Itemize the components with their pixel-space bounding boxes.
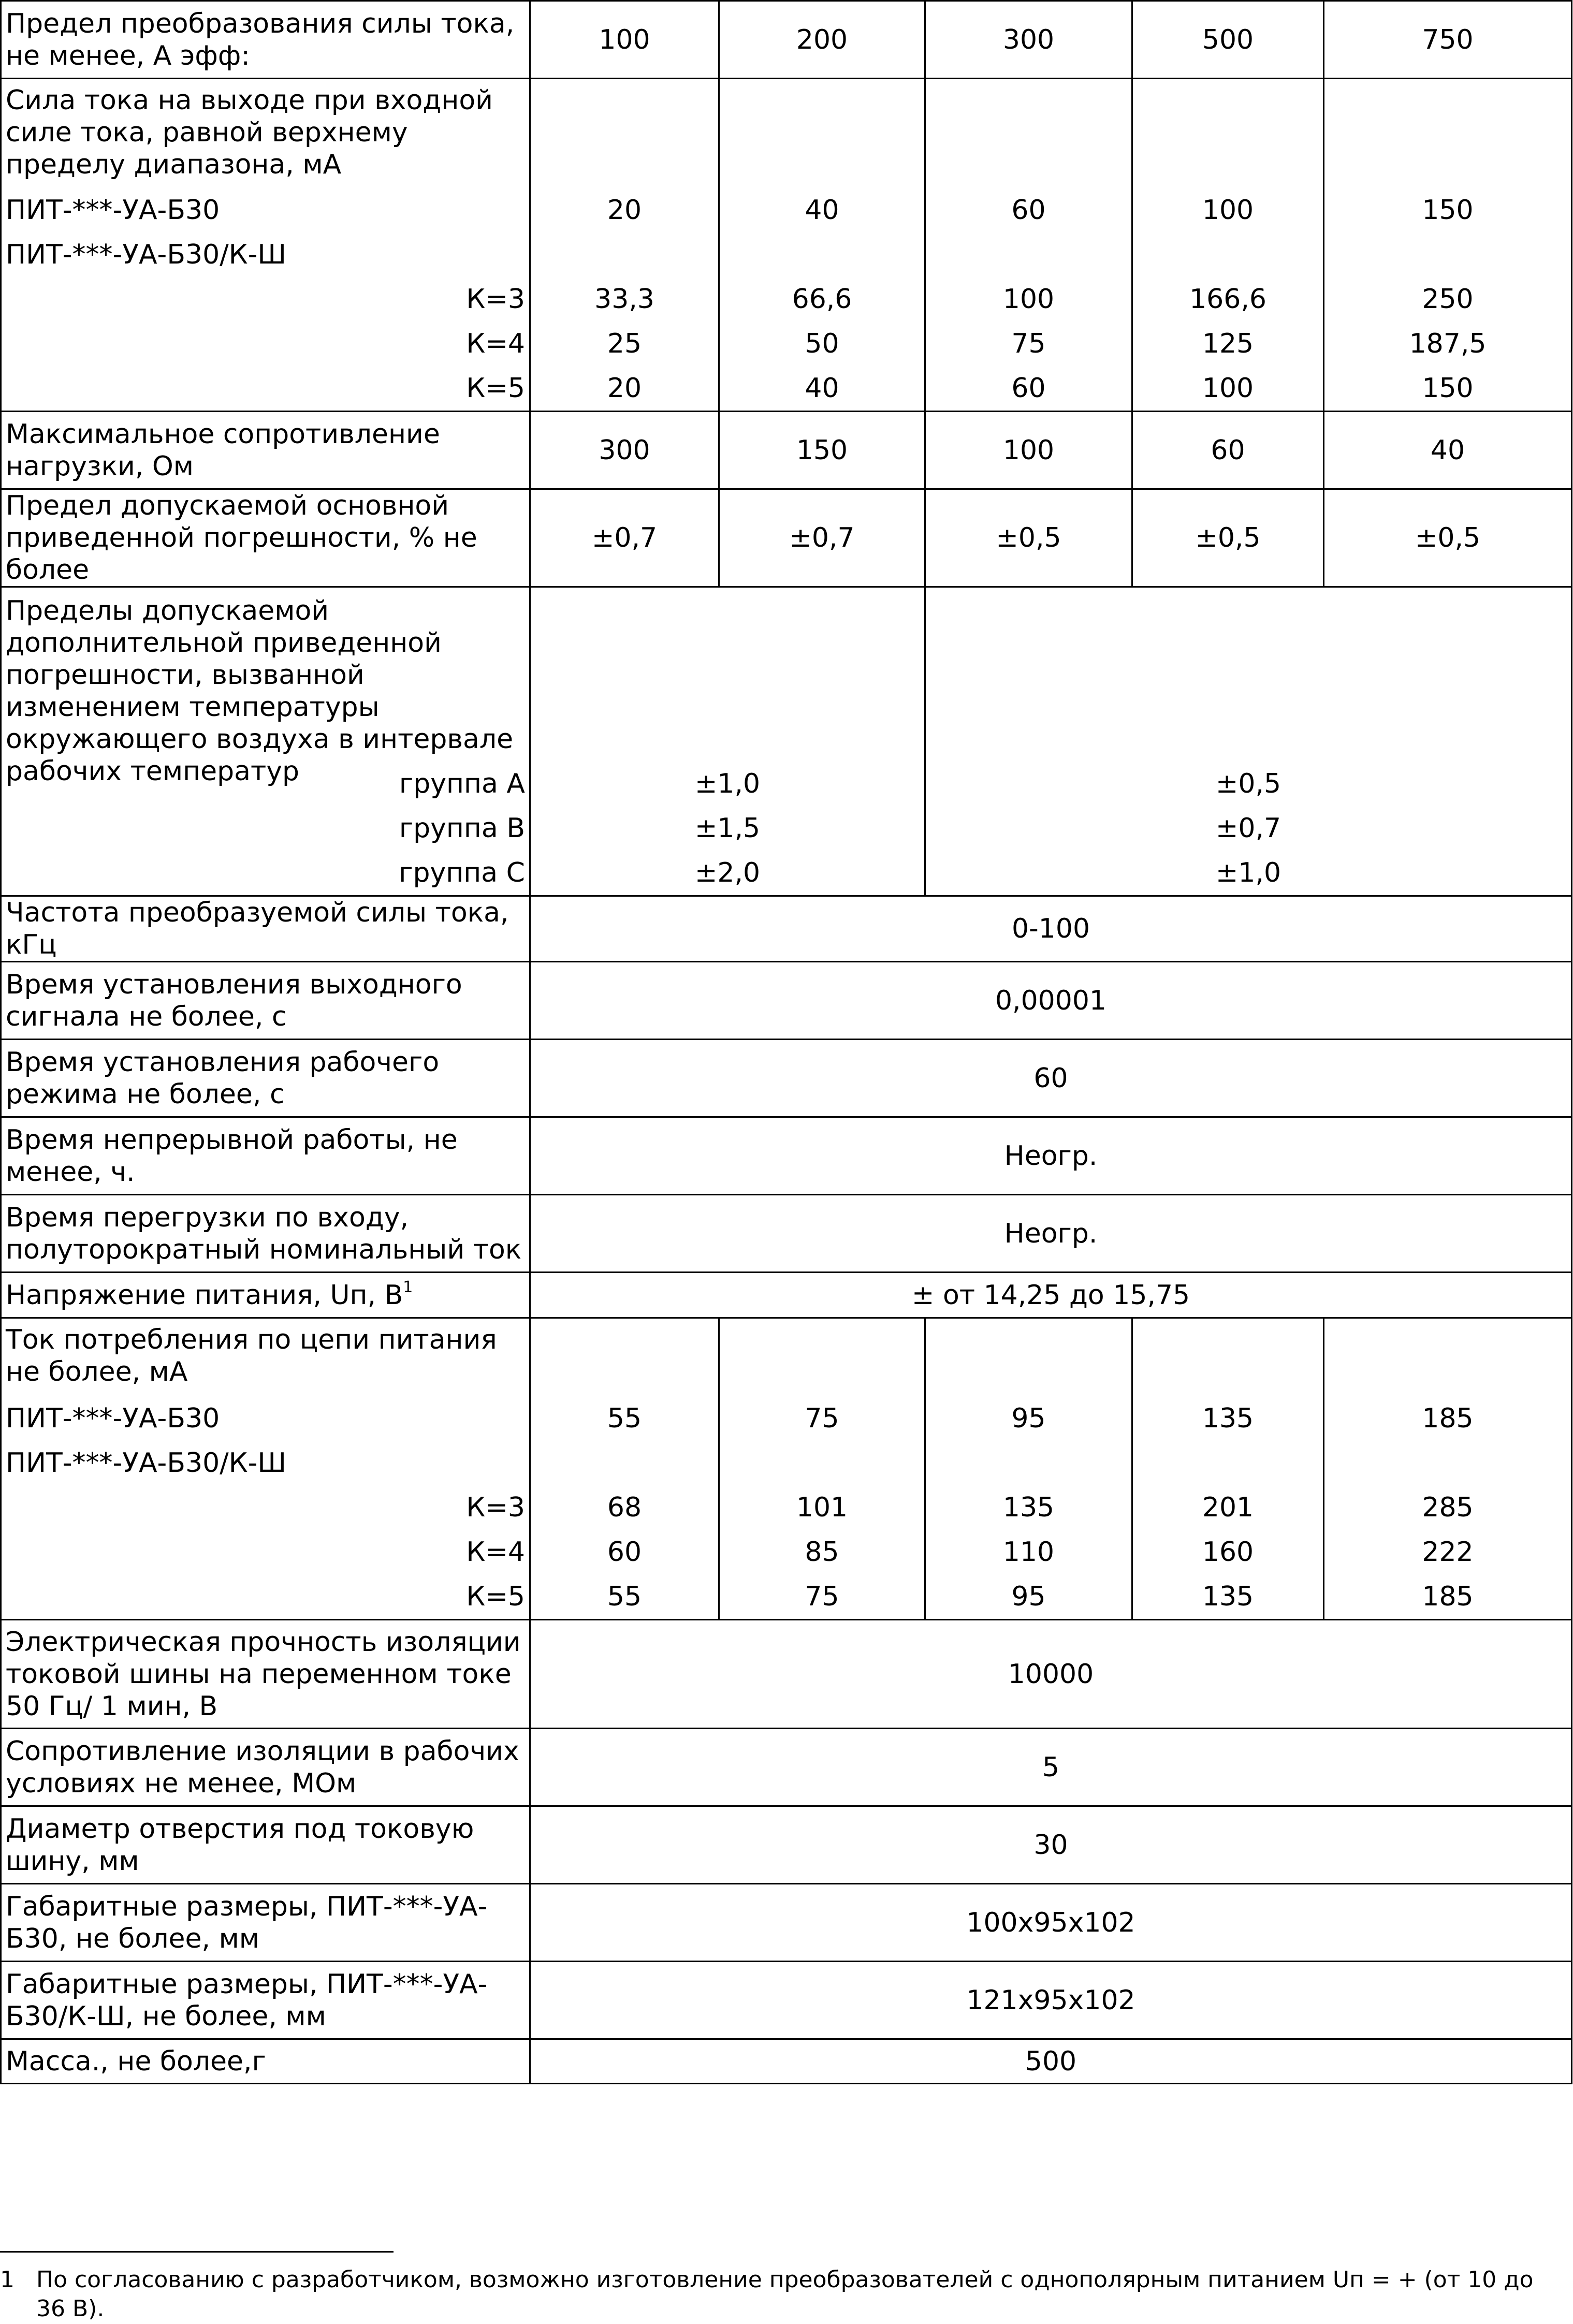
cell-value: 100: [1202, 373, 1254, 404]
cell-value: 10000: [530, 1620, 1572, 1729]
k-label: К=4: [466, 1537, 525, 1568]
footnote-text: По согласованию с разработчиком, возможно изготовление преобразователей с однополярным питанием Uп = + (от 10 до 36 В).: [36, 2267, 1534, 2322]
cell-value: 125: [1202, 328, 1254, 359]
row-insulation-resistance: [1, 1729, 1572, 1806]
cell-value: ±1,0: [1215, 857, 1281, 888]
cell-value: 185: [1422, 1403, 1474, 1434]
cell-value: 75: [1011, 328, 1046, 359]
cell-value: 40: [805, 373, 839, 404]
row-label: Напряжение питания, Uп, В: [6, 1279, 403, 1311]
footnote-ref: 1: [403, 1278, 413, 1297]
cell-value: ±0,7: [1215, 813, 1281, 844]
k-label: К=5: [466, 373, 525, 404]
group-label: группа В: [399, 813, 525, 844]
row-label: Сопротивление изоляции в рабочих условиях не менее, МОм: [1, 1729, 530, 1806]
row-dimensions-b30: [1, 1884, 1572, 1962]
cell-value: Неогр.: [530, 1117, 1572, 1195]
row-basic-error: [1, 489, 1572, 587]
group-label: группа А: [399, 768, 525, 799]
cell-value: ±0,5: [1132, 489, 1324, 587]
row-label: Диаметр отверстия под токовую шину, мм: [1, 1806, 530, 1884]
cell-value: ±0,7: [530, 489, 719, 587]
cell-value: 55: [607, 1581, 642, 1612]
cell-value: 300: [925, 1, 1132, 79]
cell-value: 60: [607, 1537, 642, 1568]
row-mass: [1, 2039, 1572, 2084]
cell-value: 500: [530, 2039, 1572, 2084]
row-supply-voltage: [1, 1273, 1572, 1318]
row-label: Время установления выходного сигнала не более, с: [1, 962, 530, 1040]
row-conversion-limit: [1, 1, 1572, 79]
cell-value: ±0,7: [719, 489, 925, 587]
cell-value: 750: [1324, 1, 1572, 79]
sub-label: ПИТ-***-УА-Б30/К-Ш: [6, 239, 286, 270]
cell-value: ±1,5: [694, 813, 761, 844]
cell-value: 201: [1202, 1492, 1254, 1523]
cell-value: 285: [1422, 1492, 1474, 1523]
cell-value: 101: [796, 1492, 848, 1523]
row-output-settling-time: [1, 962, 1572, 1040]
footnote-divider: [0, 2251, 394, 2253]
cell-value: 60: [530, 1040, 1572, 1117]
row-label: Предел допускаемой основной приведенной погрешности, % не более: [1, 489, 530, 587]
footnote-number: 1: [0, 2267, 14, 2293]
cell-value: 68: [607, 1492, 642, 1523]
cell-value: 75: [805, 1581, 839, 1612]
row-warmup-time: [1, 1040, 1572, 1117]
cell-value: 55: [607, 1403, 642, 1434]
row-max-load-resistance: [1, 412, 1572, 489]
cell-value: Неогр.: [530, 1195, 1572, 1273]
cell-value: ±0,5: [925, 489, 1132, 587]
row-label: Частота преобразуемой силы тока, кГц: [1, 896, 530, 962]
row-additional-error: [1, 587, 1572, 896]
row-label: Время непрерывной работы, не менее, ч.: [1, 1117, 530, 1195]
cell-value: 185: [1422, 1581, 1474, 1612]
cell-value: ±0,5: [1215, 768, 1281, 799]
cell-value: 150: [1422, 373, 1474, 404]
row-label: Электрическая прочность изоляции токовой шины на переменном токе 50 Гц/ 1 мин, В: [1, 1620, 530, 1729]
cell-value: 5: [530, 1729, 1572, 1806]
cell-value: 95: [1011, 1403, 1046, 1434]
cell-value: ± от 14,25 до 15,75: [530, 1273, 1572, 1318]
row-continuous-operation: [1, 1117, 1572, 1195]
row-label: Время перегрузки по входу, полуторократный номинальный ток: [1, 1195, 530, 1273]
cell-value: 300: [530, 412, 719, 489]
k-label: К=5: [466, 1581, 525, 1612]
cell-value: 187,5: [1409, 328, 1487, 359]
cell-value: 200: [719, 1, 925, 79]
cell-value: 30: [530, 1806, 1572, 1884]
row-dielectric-strength: [1, 1620, 1572, 1729]
cell-value: 100: [1202, 195, 1254, 226]
cell-value: ±1,0: [694, 768, 761, 799]
cell-value: 100: [530, 1, 719, 79]
cell-value: 20: [607, 195, 642, 226]
cell-value: 50: [805, 328, 839, 359]
cell-value: 60: [1011, 195, 1046, 226]
row-label: Пределы допускаемой дополнительной приведенной погрешности, вызванной изменением температуры окружающего воздуха в интервале рабочих температур: [6, 595, 514, 787]
cell-value: 100: [925, 412, 1132, 489]
cell-value: 250: [1422, 284, 1474, 315]
cell-value: 100: [1002, 284, 1055, 315]
cell-value: 160: [1202, 1537, 1254, 1568]
sub-label: ПИТ-***-УА-Б30: [6, 195, 220, 226]
row-label: Сила тока на выходе при входной силе тока, равной верхнему пределу диапазона, мА: [6, 85, 493, 180]
cell-value: 25: [607, 328, 642, 359]
k-label: К=3: [466, 284, 525, 315]
sub-label: ПИТ-***-УА-Б30: [6, 1403, 220, 1434]
cell-value: 110: [1002, 1537, 1055, 1568]
cell-value: 85: [805, 1537, 839, 1568]
cell-value: 0,00001: [530, 962, 1572, 1040]
row-consumption-current: [1, 1318, 1572, 1620]
row-label: Предел преобразования силы тока, не менее, А эфф:: [1, 1, 530, 79]
cell-value: 40: [1324, 412, 1572, 489]
cell-value: 121х95х102: [530, 1962, 1572, 2039]
cell-value: 33,3: [594, 284, 654, 315]
group-label: группа С: [399, 857, 525, 888]
sub-label: ПИТ-***-УА-Б30/К-Ш: [6, 1448, 286, 1479]
row-overload-time: [1, 1195, 1572, 1273]
k-label: К=4: [466, 328, 525, 359]
cell-value: 135: [1002, 1492, 1055, 1523]
row-frequency: [1, 896, 1572, 962]
cell-value: 135: [1202, 1403, 1254, 1434]
cell-value: 150: [719, 412, 925, 489]
row-dimensions-b30-k-sh: [1, 1962, 1572, 2039]
row-output-current: [1, 79, 1572, 412]
cell-value: 60: [1132, 412, 1324, 489]
cell-value: 40: [805, 195, 839, 226]
cell-value: 100х95х102: [530, 1884, 1572, 1962]
cell-value: 20: [607, 373, 642, 404]
cell-value: 135: [1202, 1581, 1254, 1612]
cell-value: 500: [1132, 1, 1324, 79]
row-hole-diameter: [1, 1806, 1572, 1884]
row-label: Время установления рабочего режима не более, с: [1, 1040, 530, 1117]
cell-value: 75: [805, 1403, 839, 1434]
cell-value: 60: [1011, 373, 1046, 404]
row-label: Габаритные размеры, ПИТ-***-УА-Б30/К-Ш, не более, мм: [1, 1962, 530, 2039]
k-label: К=3: [466, 1492, 525, 1523]
cell-value: 150: [1422, 195, 1474, 226]
cell-value: 0-100: [530, 896, 1572, 962]
cell-value: ±2,0: [694, 857, 761, 888]
cell-value: 222: [1422, 1537, 1474, 1568]
row-label: Ток потребления по цепи питания не более, мА: [6, 1324, 497, 1387]
cell-value: 66,6: [792, 284, 852, 315]
cell-value: 166,6: [1189, 284, 1266, 315]
row-label: Масса., не более,г: [1, 2039, 530, 2084]
row-label: Габаритные размеры, ПИТ-***-УА-Б30, не более, мм: [1, 1884, 530, 1962]
cell-value: ±0,5: [1324, 489, 1572, 587]
cell-value: 95: [1011, 1581, 1046, 1612]
row-label: Максимальное сопротивление нагрузки, Ом: [1, 412, 530, 489]
